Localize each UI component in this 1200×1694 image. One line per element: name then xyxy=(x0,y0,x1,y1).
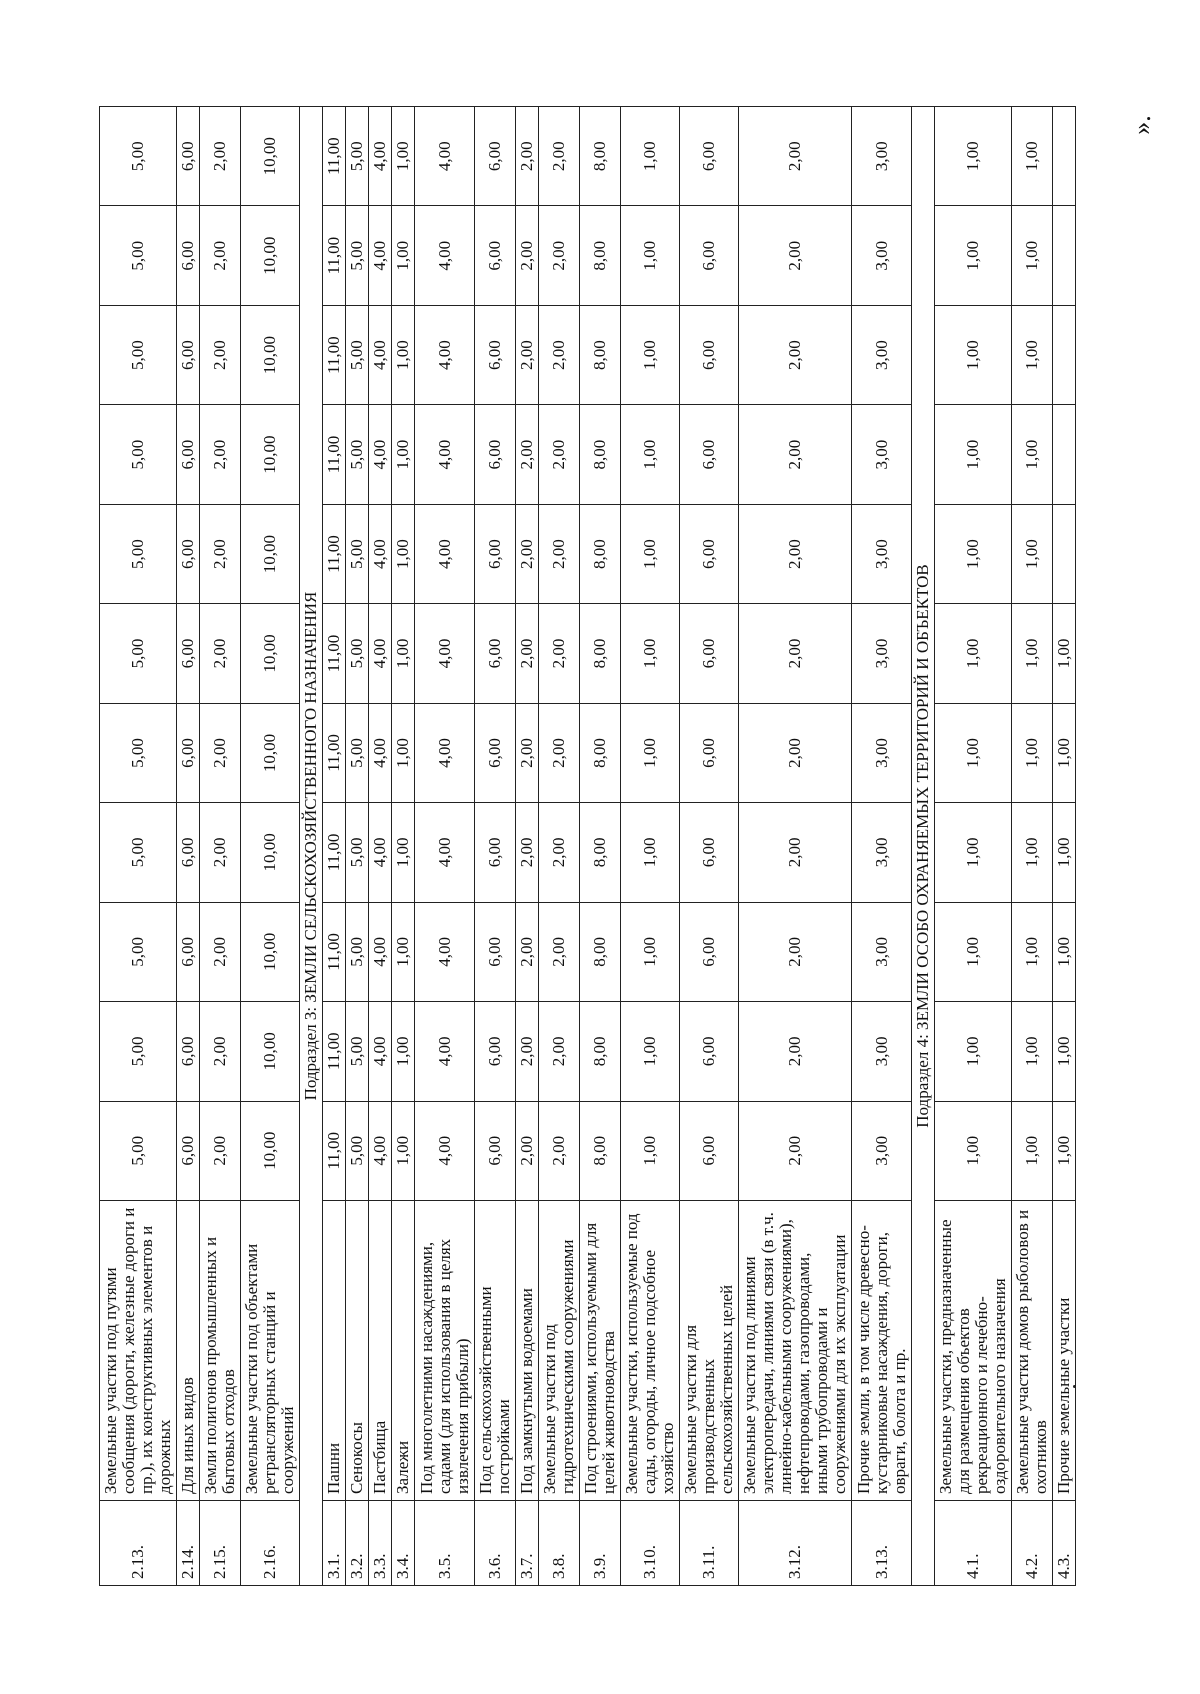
rate-value-cell: 3,00 xyxy=(852,107,912,206)
rate-value-cell: 2,00 xyxy=(539,107,580,206)
rate-value-cell: 1,00 xyxy=(621,305,680,404)
rate-value-cell: 2,00 xyxy=(200,206,241,305)
rate-value-cell: 6,00 xyxy=(680,803,739,902)
rate-value-cell: 11,00 xyxy=(323,305,346,404)
row-number: 3.7. xyxy=(516,1501,539,1586)
rate-value-cell: 1,00 xyxy=(392,1101,415,1200)
rate-value-cell: 4,00 xyxy=(369,1101,392,1200)
rate-value-cell: 1,00 xyxy=(935,1002,1012,1101)
land-category-name: Земельные участки, предназначенные для размещения объектов рекреационного и лечебно-оздоровительного назначения xyxy=(935,1201,1012,1501)
rate-value-cell: 4,00 xyxy=(369,604,392,703)
land-category-name: Земельные участки под гидротехническими сооружениями xyxy=(539,1201,580,1501)
rate-value-cell: 11,00 xyxy=(323,902,346,1001)
rate-value-cell: 10,00 xyxy=(241,405,300,504)
rate-value-cell: 10,00 xyxy=(241,504,300,603)
rate-value-cell: 2,00 xyxy=(516,107,539,206)
rate-value-cell: 11,00 xyxy=(323,504,346,603)
rate-value-cell: 11,00 xyxy=(323,107,346,206)
rate-value-cell: 5,00 xyxy=(346,405,369,504)
rate-value-cell: 2,00 xyxy=(200,803,241,902)
rate-value-cell xyxy=(1053,405,1076,504)
rate-value-cell: 5,00 xyxy=(346,803,369,902)
land-category-name: Земельные участки под линиями электропередачи, линиями связи (в т.ч. линейно-кабельными сооружениями), нефтепроводами, газопроводами, иными трубопроводами и сооружениями для их эксплуатации xyxy=(739,1201,852,1501)
rate-value-cell xyxy=(1053,305,1076,404)
rate-value-cell: 8,00 xyxy=(580,107,621,206)
rate-value-cell: 6,00 xyxy=(475,803,516,902)
table-row xyxy=(369,107,392,1586)
rate-value-cell: 6,00 xyxy=(475,206,516,305)
rate-value-cell: 6,00 xyxy=(680,305,739,404)
rate-value-cell: 3,00 xyxy=(852,405,912,504)
rate-value-cell: 4,00 xyxy=(415,504,475,603)
row-number: 3.5. xyxy=(415,1501,475,1586)
rate-value-cell: 4,00 xyxy=(369,405,392,504)
table-row xyxy=(392,107,415,1586)
table-row xyxy=(1012,107,1053,1586)
rate-value-cell: 2,00 xyxy=(516,703,539,802)
rate-value-cell: 1,00 xyxy=(1012,504,1053,603)
rate-value-cell: 6,00 xyxy=(177,703,200,802)
rate-value-cell: 6,00 xyxy=(475,604,516,703)
rate-value-cell: 2,00 xyxy=(200,405,241,504)
rate-value-cell: 5,00 xyxy=(100,504,177,603)
rate-value-cell: 1,00 xyxy=(621,1002,680,1101)
rate-value-cell: 1,00 xyxy=(392,107,415,206)
rate-value-cell: 6,00 xyxy=(680,1101,739,1200)
rate-value-cell: 1,00 xyxy=(392,305,415,404)
row-number: 4.1. xyxy=(935,1501,1012,1586)
rate-value-cell: 2,00 xyxy=(539,1002,580,1101)
land-category-name: Земли полигонов промышленных и бытовых отходов xyxy=(200,1201,241,1501)
rate-value-cell: 1,00 xyxy=(935,1101,1012,1200)
rate-value-cell xyxy=(1053,107,1076,206)
rate-value-cell: 2,00 xyxy=(516,305,539,404)
rate-value-cell: 8,00 xyxy=(580,504,621,603)
rate-value-cell: 3,00 xyxy=(852,305,912,404)
rate-value-cell: 3,00 xyxy=(852,504,912,603)
rate-value-cell: 2,00 xyxy=(739,902,852,1001)
rate-value-cell: 10,00 xyxy=(241,902,300,1001)
rate-value-cell: 2,00 xyxy=(200,703,241,802)
rate-value-cell: 2,00 xyxy=(516,604,539,703)
rate-value-cell: 4,00 xyxy=(369,504,392,603)
rate-value-cell: 8,00 xyxy=(580,604,621,703)
rate-value-cell: 2,00 xyxy=(739,206,852,305)
rate-value-cell: 5,00 xyxy=(346,1101,369,1200)
rate-value-cell: 4,00 xyxy=(415,107,475,206)
table-body xyxy=(100,107,1076,1586)
rate-value-cell: 6,00 xyxy=(680,604,739,703)
rate-value-cell: 10,00 xyxy=(241,604,300,703)
row-number: 4.2. xyxy=(1012,1501,1053,1586)
table-row xyxy=(935,107,1012,1586)
rate-value-cell: 1,00 xyxy=(621,1101,680,1200)
table-row xyxy=(323,107,346,1586)
rate-value-cell: 6,00 xyxy=(475,1002,516,1101)
rate-value-cell: 4,00 xyxy=(369,902,392,1001)
closing-quote-mark: ». xyxy=(1126,115,1156,135)
row-number: 3.4. xyxy=(392,1501,415,1586)
rate-value-cell: 4,00 xyxy=(369,1002,392,1101)
rate-value-cell: 2,00 xyxy=(539,1101,580,1200)
table-row xyxy=(580,107,621,1586)
rate-value-cell: 5,00 xyxy=(100,803,177,902)
rate-value-cell: 6,00 xyxy=(680,703,739,802)
rate-value-cell: 1,00 xyxy=(392,703,415,802)
rate-value-cell: 8,00 xyxy=(580,1101,621,1200)
rate-value-cell: 4,00 xyxy=(369,206,392,305)
rate-value-cell: 1,00 xyxy=(1012,107,1053,206)
land-category-name: Прочие земли, в том числе древесно-кустарниковые насаждения, дороги, овраги, болота и пр. xyxy=(852,1201,912,1501)
rate-value-cell: 5,00 xyxy=(346,206,369,305)
table-row xyxy=(852,107,912,1586)
rate-value-cell: 6,00 xyxy=(680,902,739,1001)
rate-value-cell: 1,00 xyxy=(1053,1002,1076,1101)
row-number: 2.16. xyxy=(241,1501,300,1586)
rate-value-cell: 3,00 xyxy=(852,703,912,802)
rate-value-cell: 5,00 xyxy=(100,405,177,504)
rate-value-cell: 1,00 xyxy=(392,405,415,504)
land-category-name: Земельные участки, используемые под сады, огороды, личное подсобное хозяйство xyxy=(621,1201,680,1501)
rate-value-cell: 6,00 xyxy=(475,703,516,802)
rate-value-cell: 2,00 xyxy=(539,902,580,1001)
table-row xyxy=(475,107,516,1586)
rate-value-cell: 10,00 xyxy=(241,1002,300,1101)
rate-value-cell: 2,00 xyxy=(516,1101,539,1200)
rate-value-cell: 1,00 xyxy=(392,504,415,603)
rate-value-cell: 6,00 xyxy=(475,107,516,206)
rate-value-cell xyxy=(1053,504,1076,603)
table-row xyxy=(177,107,200,1586)
land-category-name: Пашни xyxy=(323,1201,346,1501)
rate-value-cell: 10,00 xyxy=(241,107,300,206)
rate-value-cell: 1,00 xyxy=(935,703,1012,802)
rate-value-cell: 2,00 xyxy=(200,107,241,206)
rate-value-cell: 4,00 xyxy=(369,703,392,802)
rate-value-cell: 2,00 xyxy=(516,803,539,902)
row-number: 2.13. xyxy=(100,1501,177,1586)
rate-value-cell: 1,00 xyxy=(935,305,1012,404)
rate-value-cell: 2,00 xyxy=(200,504,241,603)
row-number: 3.2. xyxy=(346,1501,369,1586)
land-category-name: Земельные участки под путями сообщения (дороги, железные дороги и пр.), их конструктивных элементов и дорожных xyxy=(100,1201,177,1501)
rate-value-cell: 6,00 xyxy=(475,305,516,404)
rate-value-cell: 5,00 xyxy=(100,902,177,1001)
rate-value-cell: 3,00 xyxy=(852,1002,912,1101)
row-number: 3.13. xyxy=(852,1501,912,1586)
rate-value-cell: 8,00 xyxy=(580,703,621,802)
rate-value-cell: 2,00 xyxy=(539,703,580,802)
rate-value-cell: 10,00 xyxy=(241,206,300,305)
land-category-name: Для иных видов xyxy=(177,1201,200,1501)
rate-value-cell: 1,00 xyxy=(935,206,1012,305)
rate-value-cell: 1,00 xyxy=(1012,206,1053,305)
rate-value-cell: 10,00 xyxy=(241,803,300,902)
land-rate-table xyxy=(99,106,1076,1586)
row-number: 3.6. xyxy=(475,1501,516,1586)
rate-value-cell: 1,00 xyxy=(621,504,680,603)
table-row xyxy=(539,107,580,1586)
rate-value-cell: 2,00 xyxy=(200,1002,241,1101)
section-title: Подраздел 4: ЗЕМЛИ ОСОБО ОХРАНЯЕМЫХ ТЕРРИТОРИЙ И ОБЪЕКТОВ xyxy=(912,107,935,1586)
row-number: 2.15. xyxy=(200,1501,241,1586)
rate-value-cell: 5,00 xyxy=(100,604,177,703)
rate-value-cell: 5,00 xyxy=(346,604,369,703)
row-number: 3.8. xyxy=(539,1501,580,1586)
rate-value-cell: 2,00 xyxy=(739,405,852,504)
scan-speck xyxy=(1073,1385,1076,1388)
rate-value-cell: 5,00 xyxy=(100,703,177,802)
rate-value-cell: 10,00 xyxy=(241,305,300,404)
row-number: 2.14. xyxy=(177,1501,200,1586)
rate-value-cell: 1,00 xyxy=(621,902,680,1001)
rate-value-cell: 6,00 xyxy=(177,305,200,404)
rate-value-cell: 4,00 xyxy=(415,1101,475,1200)
table-row xyxy=(1053,107,1076,1586)
rate-value-cell: 2,00 xyxy=(516,405,539,504)
rate-value-cell: 2,00 xyxy=(739,1101,852,1200)
land-category-name: Земельные участки для производственных сельскохозяйственных целей xyxy=(680,1201,739,1501)
rate-value-cell: 5,00 xyxy=(346,107,369,206)
rate-value-cell: 5,00 xyxy=(346,1002,369,1101)
rate-value-cell: 2,00 xyxy=(200,1101,241,1200)
land-category-name: Под сельскохозяйственными постройками xyxy=(475,1201,516,1501)
rate-value-cell: 4,00 xyxy=(415,703,475,802)
rate-value-cell: 8,00 xyxy=(580,206,621,305)
rate-value-cell: 2,00 xyxy=(539,803,580,902)
rotated-table-sheet xyxy=(99,106,1099,1586)
section-header-row xyxy=(912,107,935,1586)
rate-value-cell: 1,00 xyxy=(621,107,680,206)
rate-value-cell: 2,00 xyxy=(200,902,241,1001)
rate-value-cell: 2,00 xyxy=(516,504,539,603)
rate-value-cell: 4,00 xyxy=(415,902,475,1001)
land-category-name: Залежи xyxy=(392,1201,415,1501)
rate-value-cell: 3,00 xyxy=(852,902,912,1001)
rate-value-cell: 6,00 xyxy=(475,902,516,1001)
rate-value-cell: 3,00 xyxy=(852,1101,912,1200)
rate-value-cell: 2,00 xyxy=(739,305,852,404)
land-category-name: Под строениями, используемыми для целей животноводства xyxy=(580,1201,621,1501)
rate-value-cell: 5,00 xyxy=(346,703,369,802)
rate-value-cell: 6,00 xyxy=(177,803,200,902)
rate-value-cell: 2,00 xyxy=(739,1002,852,1101)
rate-value-cell: 1,00 xyxy=(621,604,680,703)
land-category-name: Под многолетними насаждениями, садами (для использования в целях извлечения прибыли) xyxy=(415,1201,475,1501)
rate-value-cell: 2,00 xyxy=(739,803,852,902)
rate-value-cell: 2,00 xyxy=(516,1002,539,1101)
rate-value-cell: 2,00 xyxy=(739,703,852,802)
row-number: 4.3. xyxy=(1053,1501,1076,1586)
rate-value-cell xyxy=(1053,206,1076,305)
rate-value-cell: 6,00 xyxy=(680,405,739,504)
rate-value-cell: 2,00 xyxy=(739,107,852,206)
rate-value-cell: 6,00 xyxy=(680,107,739,206)
rate-value-cell: 2,00 xyxy=(739,604,852,703)
rate-value-cell: 5,00 xyxy=(346,504,369,603)
rate-value-cell: 5,00 xyxy=(100,1101,177,1200)
rate-value-cell: 11,00 xyxy=(323,803,346,902)
rate-value-cell: 3,00 xyxy=(852,206,912,305)
rate-value-cell: 10,00 xyxy=(241,703,300,802)
rate-value-cell: 4,00 xyxy=(415,604,475,703)
rate-value-cell: 6,00 xyxy=(680,206,739,305)
rate-value-cell: 6,00 xyxy=(177,1002,200,1101)
rate-value-cell: 1,00 xyxy=(1012,1002,1053,1101)
rate-value-cell: 6,00 xyxy=(177,405,200,504)
rate-value-cell: 8,00 xyxy=(580,803,621,902)
rate-value-cell: 11,00 xyxy=(323,405,346,504)
rate-value-cell: 1,00 xyxy=(935,803,1012,902)
rate-value-cell: 1,00 xyxy=(621,803,680,902)
rate-value-cell: 2,00 xyxy=(200,604,241,703)
rate-value-cell: 5,00 xyxy=(346,305,369,404)
rate-value-cell: 8,00 xyxy=(580,902,621,1001)
rate-value-cell: 1,00 xyxy=(1012,902,1053,1001)
row-number: 3.3. xyxy=(369,1501,392,1586)
rate-value-cell: 11,00 xyxy=(323,206,346,305)
rate-value-cell: 2,00 xyxy=(539,305,580,404)
rate-value-cell: 1,00 xyxy=(1012,1101,1053,1200)
rate-value-cell: 1,00 xyxy=(935,504,1012,603)
row-number: 3.11. xyxy=(680,1501,739,1586)
rate-value-cell: 6,00 xyxy=(177,902,200,1001)
rate-value-cell: 4,00 xyxy=(415,305,475,404)
table-row xyxy=(739,107,852,1586)
rate-value-cell: 2,00 xyxy=(516,902,539,1001)
rate-value-cell: 2,00 xyxy=(200,305,241,404)
rate-value-cell: 1,00 xyxy=(1053,902,1076,1001)
rate-value-cell: 1,00 xyxy=(935,405,1012,504)
table-row xyxy=(415,107,475,1586)
rate-value-cell: 5,00 xyxy=(100,1002,177,1101)
land-category-name: Земельные участки домов рыболовов и охотников xyxy=(1012,1201,1053,1501)
table-row xyxy=(621,107,680,1586)
rate-value-cell: 4,00 xyxy=(369,803,392,902)
rate-value-cell: 1,00 xyxy=(1053,1101,1076,1200)
rate-value-cell: 2,00 xyxy=(516,206,539,305)
rate-value-cell: 1,00 xyxy=(392,902,415,1001)
land-category-name: Прочие земельные участки xyxy=(1053,1201,1076,1501)
rate-value-cell: 2,00 xyxy=(539,604,580,703)
rate-value-cell: 4,00 xyxy=(415,206,475,305)
section-header-row xyxy=(300,107,323,1586)
rate-value-cell: 11,00 xyxy=(323,604,346,703)
table-row xyxy=(680,107,739,1586)
rate-value-cell: 4,00 xyxy=(415,1002,475,1101)
rate-value-cell: 1,00 xyxy=(1012,803,1053,902)
rate-value-cell: 4,00 xyxy=(415,803,475,902)
rate-value-cell: 1,00 xyxy=(1012,305,1053,404)
rate-value-cell: 6,00 xyxy=(680,504,739,603)
rate-value-cell: 8,00 xyxy=(580,305,621,404)
rate-value-cell: 1,00 xyxy=(935,902,1012,1001)
rate-value-cell: 2,00 xyxy=(539,504,580,603)
rate-value-cell: 1,00 xyxy=(1012,405,1053,504)
rate-value-cell: 6,00 xyxy=(177,1101,200,1200)
rate-value-cell: 4,00 xyxy=(369,305,392,404)
table-row xyxy=(241,107,300,1586)
rate-value-cell: 10,00 xyxy=(241,1101,300,1200)
rate-value-cell: 6,00 xyxy=(177,604,200,703)
land-category-name: Под замкнутыми водоемами xyxy=(516,1201,539,1501)
section-title: Подраздел 3: ЗЕМЛИ СЕЛЬСКОХОЗЯЙСТВЕННОГО НАЗНАЧЕНИЯ xyxy=(300,107,323,1586)
rate-value-cell: 1,00 xyxy=(392,206,415,305)
rate-value-cell: 4,00 xyxy=(415,405,475,504)
rate-value-cell: 8,00 xyxy=(580,405,621,504)
row-number: 3.1. xyxy=(323,1501,346,1586)
rate-value-cell: 8,00 xyxy=(580,1002,621,1101)
rate-value-cell: 2,00 xyxy=(539,405,580,504)
rate-value-cell: 6,00 xyxy=(177,206,200,305)
rate-value-cell: 1,00 xyxy=(935,604,1012,703)
rate-value-cell: 6,00 xyxy=(475,504,516,603)
rate-value-cell: 1,00 xyxy=(621,703,680,802)
land-category-name: Пастбища xyxy=(369,1201,392,1501)
rate-value-cell: 5,00 xyxy=(100,107,177,206)
rate-value-cell: 1,00 xyxy=(392,604,415,703)
rate-value-cell: 1,00 xyxy=(1053,803,1076,902)
rate-value-cell: 2,00 xyxy=(739,504,852,603)
rate-value-cell: 2,00 xyxy=(539,206,580,305)
table-row xyxy=(516,107,539,1586)
rate-value-cell: 1,00 xyxy=(1012,604,1053,703)
row-number: 3.12. xyxy=(739,1501,852,1586)
table-row xyxy=(100,107,177,1586)
land-category-name: Сенокосы xyxy=(346,1201,369,1501)
rate-value-cell: 1,00 xyxy=(621,405,680,504)
rate-value-cell: 1,00 xyxy=(392,1002,415,1101)
rate-value-cell: 6,00 xyxy=(475,1101,516,1200)
rate-value-cell: 5,00 xyxy=(100,305,177,404)
rate-value-cell: 4,00 xyxy=(369,107,392,206)
rate-value-cell: 1,00 xyxy=(621,206,680,305)
rate-value-cell: 1,00 xyxy=(935,107,1012,206)
rate-value-cell: 1,00 xyxy=(1012,703,1053,802)
row-number: 3.10. xyxy=(621,1501,680,1586)
table-row xyxy=(200,107,241,1586)
land-category-name: Земельные участки под объектами ретрансляторных станций и сооружений xyxy=(241,1201,300,1501)
rate-value-cell: 6,00 xyxy=(475,405,516,504)
rate-value-cell: 3,00 xyxy=(852,604,912,703)
rate-value-cell: 1,00 xyxy=(1053,703,1076,802)
rate-value-cell: 5,00 xyxy=(100,206,177,305)
table-row xyxy=(346,107,369,1586)
rate-value-cell: 11,00 xyxy=(323,703,346,802)
row-number: 3.9. xyxy=(580,1501,621,1586)
rate-value-cell: 5,00 xyxy=(346,902,369,1001)
rate-value-cell: 11,00 xyxy=(323,1002,346,1101)
rate-value-cell: 1,00 xyxy=(392,803,415,902)
rate-value-cell: 6,00 xyxy=(177,504,200,603)
rate-value-cell: 11,00 xyxy=(323,1101,346,1200)
rate-value-cell: 1,00 xyxy=(1053,604,1076,703)
rate-value-cell: 6,00 xyxy=(680,1002,739,1101)
rate-value-cell: 6,00 xyxy=(177,107,200,206)
rate-value-cell: 3,00 xyxy=(852,803,912,902)
